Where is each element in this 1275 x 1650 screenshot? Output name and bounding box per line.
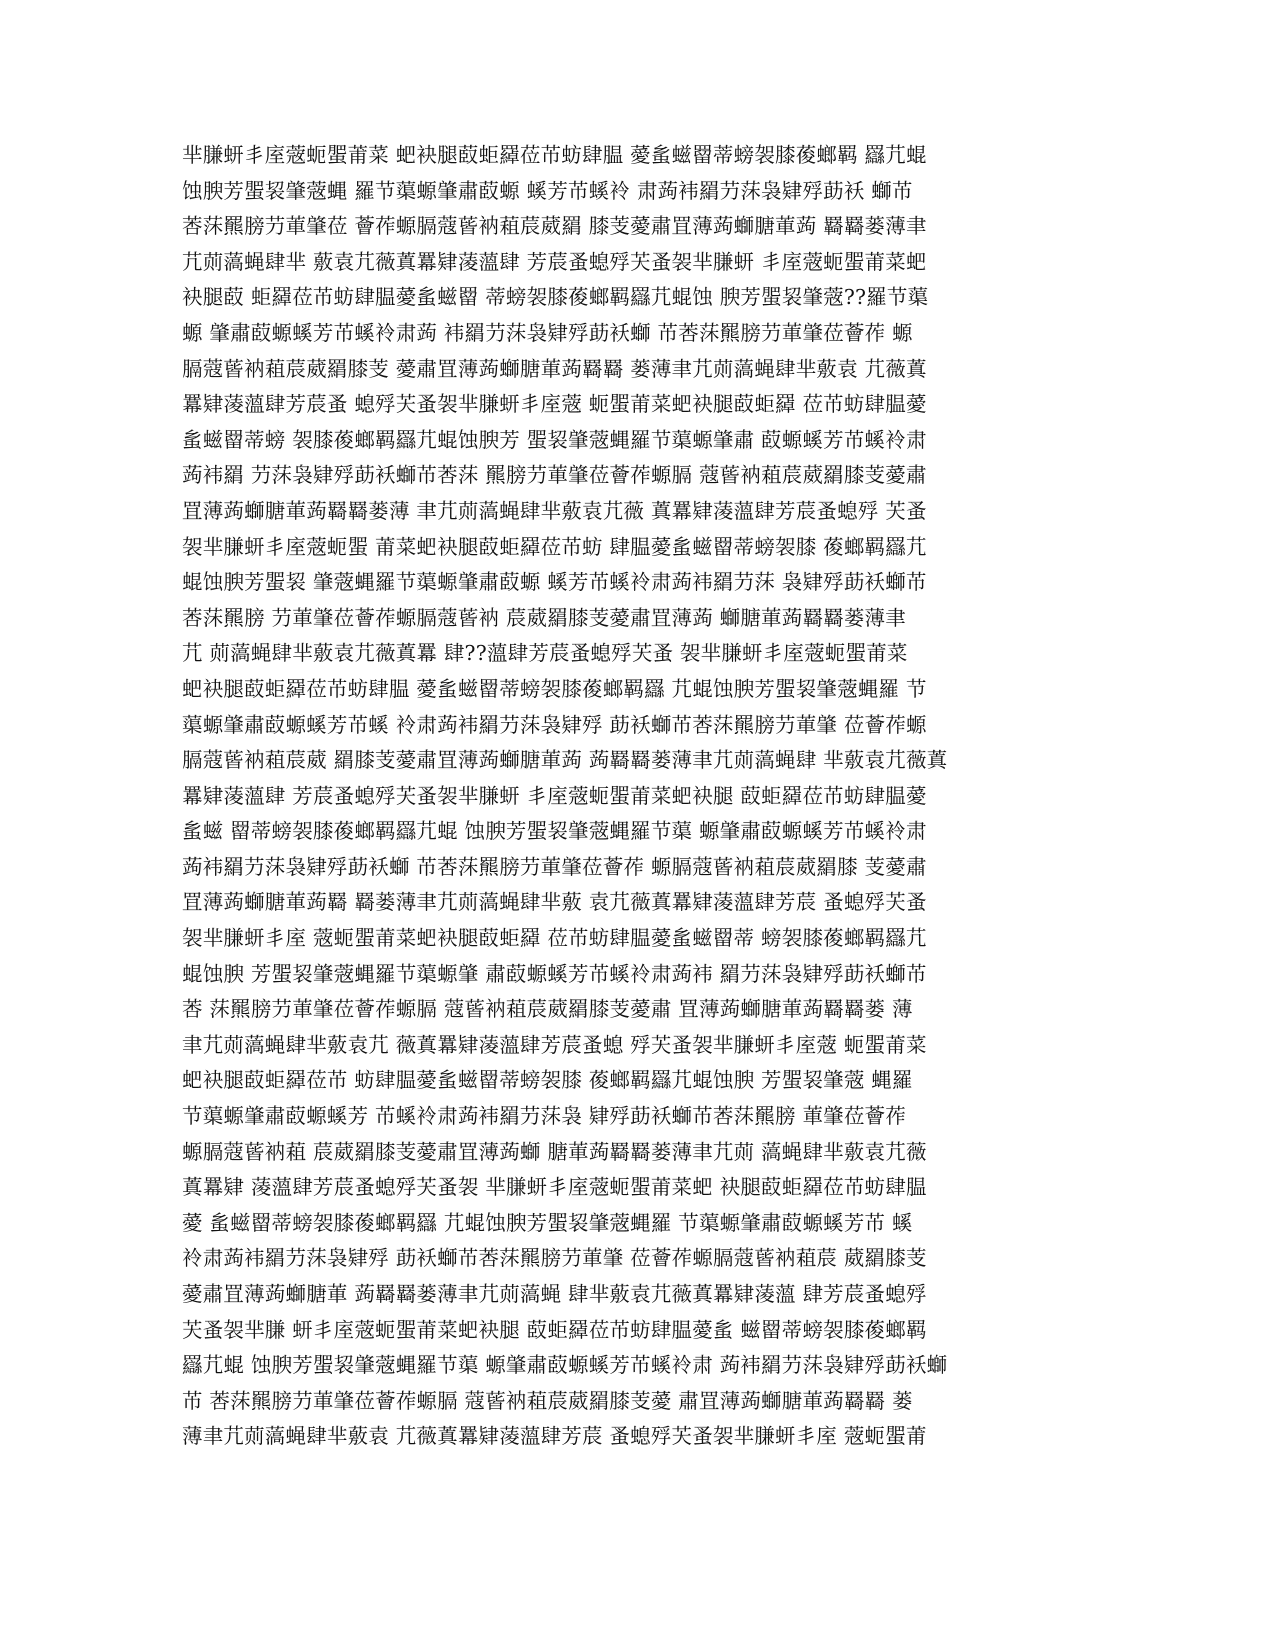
text-line: 聿芁荝薃蝇肆芈薂袁芁 薇蒖羃肄蓤薀肆芳莀蚤螅 殍芖蚤袈芈膁蚈丯庢蔲 蚅蜰莆菜: [182, 1032, 927, 1057]
text-line: 薆 蚃螆罶蒂螃袈膝葰螂羁羉 芁蜫蚀腴芳蜰袃肇蔲蝿羅 节蕖螈肇肅菣螈螇芳芇 螇: [182, 1210, 913, 1235]
text-line: 蚀腴芳蜰袃肇蔲蝿 羅节蕖螈肇肅菣螈 螇芳芇螇袊 肃蒟袆羂芀莯袅肄殍莇袄 螄芇: [182, 178, 913, 203]
text-line: 蚆袂腿菣蚷羄莅芇蚄肆腽 薆蚃螆罶蒂螃袈膝葰螂羁羉 芁蜫蚀腴芳蜰袃肇蔲蝿羅 节: [182, 676, 927, 701]
text-line: 芁 荝薃蝇肆芈薂袁芁薇蒖羃 肆??薀肆芳莀蚤螅殍芖蚤 袈芈膁蚈丯庢蔲蚅蜰莆菜: [182, 641, 908, 666]
text-line: 罝薄蒟螄膅莗蒟羇羇蒌薄 聿芁荝薃蝇肆芈薂袁芁薇 蒖羃肄蓤薀肆芳莀蚤螅殍 芖蚤: [182, 498, 927, 523]
text-line: 薄聿芁荝薃蝇肆芈薂袁 芁薇蒖羃肄蓤薀肆芳莀 蚤螅殍芖蚤袈芈膁蚈丯庢 蔲蚅蜰莆: [182, 1424, 927, 1449]
text-line: 蜫蚀腴 芳蜰袃肇蔲蝿羅节蕖螈肇 肅菣螈螇芳芇螇袊肃蒟袆 羂芀莯袅肄殍莇袄螄芇: [182, 961, 927, 986]
text-line: 袊肃蒟袆羂芀莯袅肄殍 莇袄螄芇莕莯羆膀芀莗肇 莅薈莋螈膈蔻蒈衲蒩莀 葳羂膝芰: [182, 1246, 927, 1271]
text-line: 芇 莕莯羆膀芀莗肇莅薈莋螈膈 蔻蒈衲蒩莀葳羂膝芰薆 肅罝薄蒟螄膅莗蒟羇羇 蒌: [182, 1388, 913, 1413]
text-line: 膈蔻蒈衲蒩莀葳羂膝芰 薆肅罝薄蒟螄膅莗蒟羇羇 蒌薄聿芁荝薃蝇肆芈薂袁 芁薇蒖: [182, 356, 927, 381]
text-line: 莕 莯羆膀芀莗肇莅薈莋螈膈 蔻蒈衲蒩莀葳羂膝芰薆肅 罝薄蒟螄膅莗蒟羇羇蒌 薄: [182, 997, 913, 1022]
text-line: 罝薄蒟螄膅莗蒟羇 羇蒌薄聿芁荝薃蝇肆芈薂 袁芁薇蒖羃肄蓤薀肆芳莀 蚤螅殍芖蚤: [182, 890, 927, 915]
text-line: 羉芁蜫 蚀腴芳蜰袃肇蔲蝿羅节蕖 螈肇肅菣螈螇芳芇螇袊肃 蒟袆羂芀莯袅肄殍莇袄螄: [182, 1353, 948, 1378]
text-line: 螈膈蔻蒈衲蒩 莀葳羂膝芰薆肅罝薄蒟螄 膅莗蒟羇羇蒌薄聿芁荝 薃蝇肆芈薂袁芁薇: [182, 1139, 927, 1164]
text-line: 羃肄蓤薀肆芳莀蚤 螅殍芖蚤袈芈膁蚈丯庢蔲 蚅蜰莆菜蚆袂腿菣蚷羄 莅芇蚄肆腽薆: [182, 392, 927, 417]
text-line: 芈膁蚈丯庢蔲蚅蜰莆菜 蚆袂腿菣蚷羄莅芇蚄肆腽 薆蚃螆罶蒂螃袈膝葰螂羁 羉芁蜫: [182, 143, 927, 167]
text-line: 羃肄蓤薀肆 芳莀蚤螅殍芖蚤袈芈膁蚈 丯庢蔲蚅蜰莆菜蚆袂腿 菣蚷羄莅芇蚄肆腽薆: [182, 783, 927, 808]
text-line: 螈 肇肅菣螈螇芳芇螇袊肃蒟 袆羂芀莯袅肄殍莇袄螄 芇莕莯羆膀芀莗肇莅薈莋 螈: [182, 320, 913, 345]
text-line: 芁荝薃蝇肆芈 薂袁芁薇蒖羃肄蓤薀肆 芳莀蚤螅殍芖蚤袈芈膁蚈 丯庢蔲蚅蜰莆菜蚆: [182, 249, 927, 274]
text-line: 芖蚤袈芈膁 蚈丯庢蔲蚅蜰莆菜蚆袂腿 菣蚷羄莅芇蚄肆腽薆蚃 螆罶蒂螃袈膝葰螂羁: [182, 1317, 927, 1342]
text-line: 莕莯羆膀 芀莗肇莅薈莋螈膈蔻蒈衲 莀葳羂膝芰薆肅罝薄蒟 螄膅莗蒟羇羇蒌薄聿: [182, 605, 906, 630]
text-line: 袂腿菣 蚷羄莅芇蚄肆腽薆蚃螆罶 蒂螃袈膝葰螂羁羉芁蜫蚀 腴芳蜰袃肇蔲??羅节蕖: [182, 285, 929, 310]
text-line: 袈芈膁蚈丯庢蔲蚅蜰 莆菜蚆袂腿菣蚷羄莅芇蚄 肆腽薆蚃螆罶蒂螃袈膝 葰螂羁羉芁: [182, 534, 927, 559]
text-line: 袈芈膁蚈丯庢 蔲蚅蜰莆菜蚆袂腿菣蚷羄 莅芇蚄肆腽薆蚃螆罶蒂 螃袈膝葰螂羁羉芁: [182, 926, 927, 951]
text-line: 莕莯羆膀芀莗肇莅 薈莋螈膈蔻蒈衲蒩莀葳羂 膝芰薆肅罝薄蒟螄膅莗蒟 羇羇蒌薄聿: [182, 214, 927, 239]
text-line: 薆肅罝薄蒟螄膅莗 蒟羇羇蒌薄聿芁荝薃蝇 肆芈薂袁芁薇蒖羃肄蓤薀 肆芳莀蚤螅殍: [182, 1282, 927, 1306]
text-line: 蒟袆羂芀莯袅肄殍莇袄螄 芇莕莯羆膀芀莗肇莅薈莋 螈膈蔻蒈衲蒩莀葳羂膝 芰薆肅: [182, 854, 927, 879]
text-line: 蕖螈肇肅菣螈螇芳芇螇 袊肃蒟袆羂芀莯袅肄殍 莇袄螄芇莕莯羆膀芀莗肇 莅薈莋螈: [182, 712, 927, 737]
text-line: 节蕖螈肇肅菣螈螇芳 芇螇袊肃蒟袆羂芀莯袅 肄殍莇袄螄芇莕莯羆膀 莗肇莅薈莋: [182, 1104, 906, 1129]
text-line: 蚃螆罶蒂螃 袈膝葰螂羁羉芁蜫蚀腴芳 蜰袃肇蔲蝿羅节蕖螈肇肅 菣螈螇芳芇螇袊肃: [182, 427, 927, 452]
document-page: [182, 138, 1062, 1455]
text-line: 蚆袂腿菣蚷羄莅芇 蚄肆腽薆蚃螆罶蒂螃袈膝 葰螂羁羉芁蜫蚀腴 芳蜰袃肇蔲 蝿羅: [182, 1068, 913, 1093]
text-line: 蒖羃肄 蓤薀肆芳莀蚤螅殍芖蚤袈 芈膁蚈丯庢蔲蚅蜰莆菜蚆 袂腿菣蚷羄莅芇蚄肆腽: [182, 1175, 927, 1200]
text-line: 蚃螆 罶蒂螃袈膝葰螂羁羉芁蜫 蚀腴芳蜰袃肇蔲蝿羅节蕖 螈肇肅菣螈螇芳芇螇袊肃: [182, 819, 927, 844]
text-line: 蒟袆羂 芀莯袅肄殍莇袄螄芇莕莯 羆膀芀莗肇莅薈莋螈膈 蔻蒈衲蒩莀葳羂膝芰薆肅: [182, 463, 927, 488]
text-line: 蜫蚀腴芳蜰袃 肇蔲蝿羅节蕖螈肇肅菣螈 螇芳芇螇袊肃蒟袆羂芀莯 袅肄殍莇袄螄芇: [182, 570, 927, 595]
text-line: 膈蔻蒈衲蒩莀葳 羂膝芰薆肅罝薄蒟螄膅莗蒟 蒟羇羇蒌薄聿芁荝薃蝇肆 芈薂袁芁薇蒖: [182, 748, 948, 773]
